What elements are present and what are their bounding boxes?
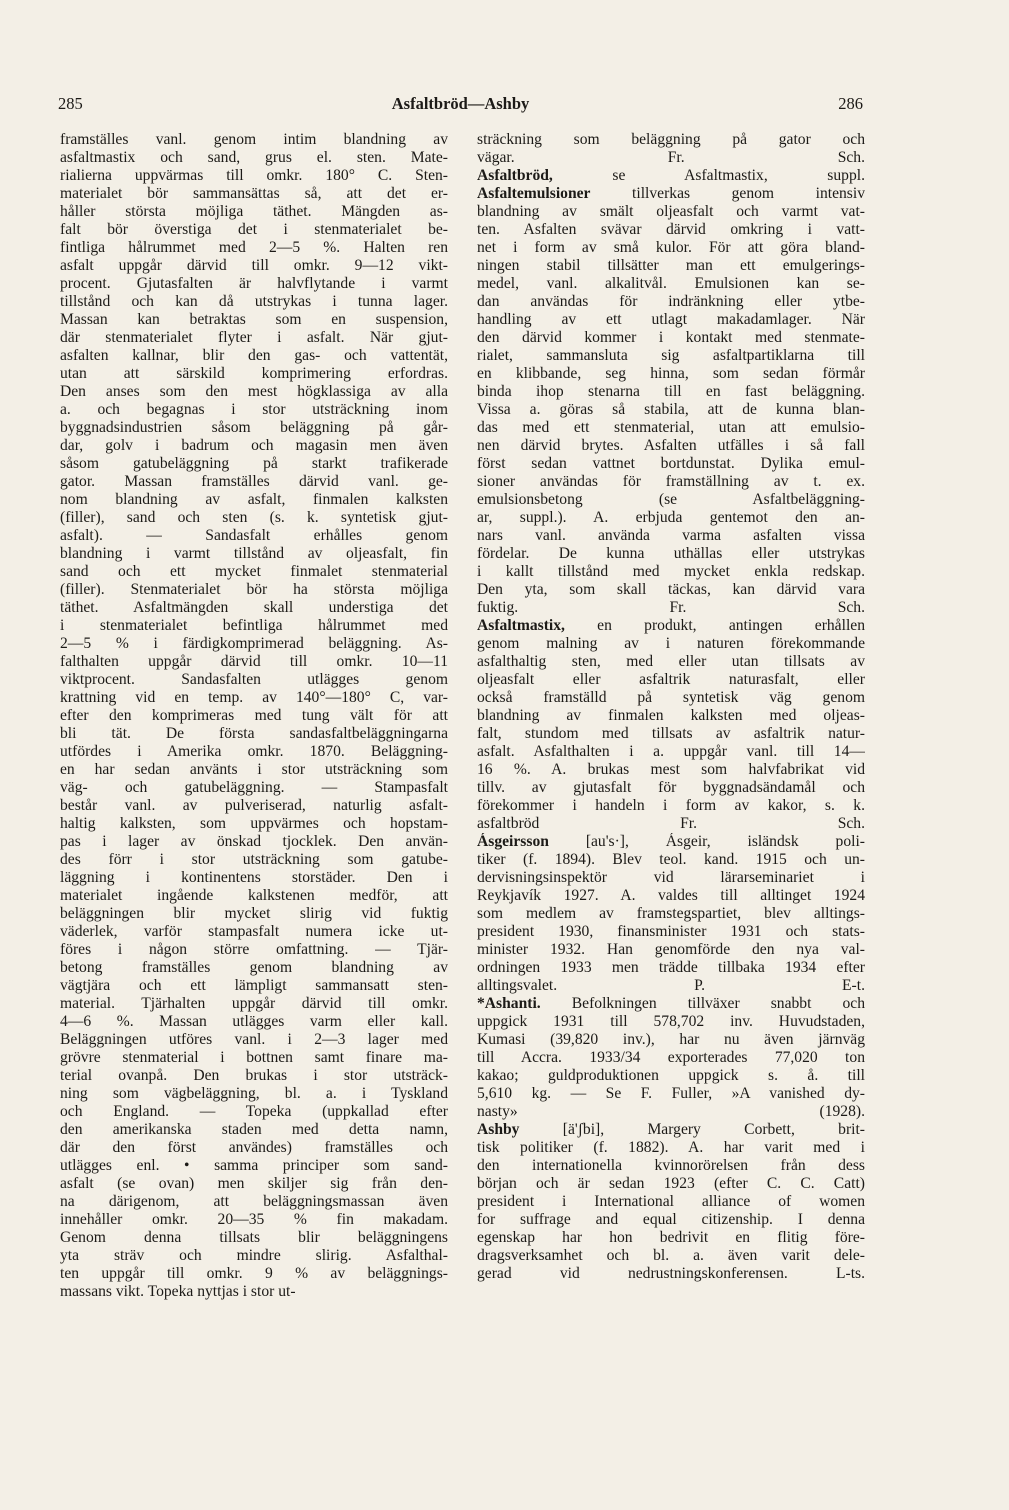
text-line: des förr i stor utsträckning som gatube-	[60, 851, 448, 868]
text-line: tisk politiker (f. 1882). A. har varit med i	[477, 1139, 865, 1156]
text-line: viktprocent. Sandasfalten utlägges genom	[60, 671, 448, 688]
text-line: håller största möjliga täthet. Mängden as-	[60, 203, 448, 220]
text-line: fuktig. Fr. Sch.	[477, 599, 865, 616]
text-line: ten. Asfalten svävar därvid omkring i vatt-	[477, 221, 865, 238]
text-line: först sedan vattnet bortdunstat. Dylika emul-	[477, 455, 865, 472]
text-line: väderlek, varför stampasfalt numera icke ut-	[60, 923, 448, 940]
text-line: täthet. Asfaltmängden skall understiga det	[60, 599, 448, 616]
left-column	[60, 131, 448, 1301]
text-line: efter den komprimeras med tung vält för att	[60, 707, 448, 724]
text-line: läggning i kontinentens storstäder. Den i	[60, 869, 448, 886]
text-line: asfaltmastix och sand, grus el. sten. Mate-	[60, 149, 448, 166]
text-line: Ashby [ä'ʃbi], Margery Corbett, brit-	[477, 1121, 865, 1138]
text-line: den amerikanska staden med detta namn,	[60, 1121, 448, 1138]
text-line: asfalt). — Sandasfalt erhålles genom	[60, 527, 448, 544]
text-line: uppgick 1931 till 578,702 inv. Huvudstaden,	[477, 1013, 865, 1030]
text-line: såsom gatubeläggning på starkt trafikerade	[60, 455, 448, 472]
text-line: falt, stundom med tillsats av asfaltrik natur-	[477, 725, 865, 742]
text-line: föres i någon större omfattning. — Tjär-	[60, 941, 448, 958]
text-line: blandning i varmt tillstånd av oljeasfalt, fin	[60, 545, 448, 562]
text-line: binda ihop stenarna till en fast beläggning.	[477, 383, 865, 400]
text-line: ning som vägbeläggning, bl. a. i Tyskland	[60, 1085, 448, 1102]
text-line: emulsionsbetong (se Asfaltbeläggning-	[477, 491, 865, 508]
text-line: medel, vanl. alkalitvål. Emulsionen kan se-	[477, 275, 865, 292]
text-line: alltingsvalet. P. E-t.	[477, 977, 865, 994]
text-line: utan att särskild komprimering erfordras.	[60, 365, 448, 382]
text-line: i stenmaterialet befintliga hålrummet med	[60, 617, 448, 634]
text-line: asfalt uppgår därvid till omkr. 9—12 vikt-	[60, 257, 448, 274]
text-line: genom malning av i naturen förekommande	[477, 635, 865, 652]
text-line: betong framställes genom blandning av	[60, 959, 448, 976]
text-line: Beläggningen utföres vanl. i 2—3 lager med	[60, 1031, 448, 1048]
text-line: 5,610 kg. — Se F. Fuller, »A vanished dy-	[477, 1085, 865, 1102]
text-line: dervisningsinspektör vid lärarseminariet i	[477, 869, 865, 886]
text-line: na därigenom, att beläggningsmassan även	[60, 1193, 448, 1210]
text-line: krattning vid en temp. av 140°—180° C, var-	[60, 689, 448, 706]
text-line: beläggningen blir mycket slirig vid fuktig	[60, 905, 448, 922]
text-line: Kumasi (39,820 inv.), har nu även järnväg	[477, 1031, 865, 1048]
text-line: president i International alliance of women	[477, 1193, 865, 1210]
text-line: falthalten uppgår därvid till omkr. 10—11	[60, 653, 448, 670]
text-line: Ásgeirsson [au's·], Ásgeir, isländsk poli-	[477, 833, 865, 850]
text-line: asfalten kallnar, blir den gas- och vattentät,	[60, 347, 448, 364]
text-line: ordningen 1933 men trädde tillbaka 1934 efter	[477, 959, 865, 976]
text-line: yta sträv och mindre slirig. Asfalthal-	[60, 1247, 448, 1264]
text-line: fördelar. De kunna uthällas eller utstrykas	[477, 545, 865, 562]
text-line: nen därvid brytes. Asfalten utfälles i så fall	[477, 437, 865, 454]
text-line: 16 %. A. brukas mest som halvfabrikat vid	[477, 761, 865, 778]
page-header	[58, 94, 863, 118]
text-line: utfördes i Amerika omkr. 1870. Beläggning-	[60, 743, 448, 760]
text-line: massans vikt. Topeka nyttjas i stor ut-	[60, 1283, 296, 1300]
text-line: och England. — Topeka (uppkallad efter	[60, 1103, 448, 1120]
text-line: där den först användes) framställes och	[60, 1139, 448, 1156]
text-line: sioner användas för framställning av t. ex.	[477, 473, 865, 490]
text-line: utlägges enl. • samma principer som sand-	[60, 1157, 448, 1174]
text-line: början och är sedan 1923 (efter C. C. Catt)	[477, 1175, 865, 1192]
text-line: dar, golv i badrum och magasin men även	[60, 437, 448, 454]
text-line: dragsverksamhet och bl. a. även varit dele-	[477, 1247, 865, 1264]
text-line: kakao; guldproduktionen uppgick s. å. till	[477, 1067, 865, 1084]
text-line: sand och ett mycket finmalet stenmaterial	[60, 563, 448, 580]
text-line: Asfaltmastix, en produkt, antingen erhållen	[477, 617, 865, 634]
text-line: gator. Massan framställes därvid vanl. ge-	[60, 473, 448, 490]
page-number-left: 285	[58, 94, 83, 113]
text-line: dan användas för indränkning eller ytbe-	[477, 293, 865, 310]
text-line: i kallt tillstånd med mycket enkla redskap.	[477, 563, 865, 580]
text-line: Massan kan betraktas som en suspension,	[60, 311, 448, 328]
text-line: blandning av finmalen kalksten med oljeas-	[477, 707, 865, 724]
text-line: asfaltbröd Fr. Sch.	[477, 815, 865, 832]
text-line: sträckning som beläggning på gator och	[477, 131, 865, 148]
text-line: byggnadsindustrien såsom beläggning på går-	[60, 419, 448, 436]
text-line: egenskap har hon bedrivit en flitig före-	[477, 1229, 865, 1246]
text-line: tiker (f. 1894). Blev teol. kand. 1915 och un-	[477, 851, 865, 868]
text-line: där stenmaterialet flyter i asfalt. När gjut-	[60, 329, 448, 346]
text-line: Genom denna tillsats blir beläggningens	[60, 1229, 448, 1246]
text-line: innehåller omkr. 20—35 % fin makadam.	[60, 1211, 448, 1228]
text-line: Reykjavík 1927. A. valdes till alltinget 1924	[477, 887, 865, 904]
text-line: oljeasfalt eller asfaltrik naturasfalt, eller	[477, 671, 865, 688]
text-line: asfalt (se ovan) men skiljer sig från den-	[60, 1175, 448, 1192]
text-line: ar, suppl.). A. erbjuda gentemot den an-	[477, 509, 865, 526]
text-line: fintliga hålrummet med 2—5 %. Halten ren	[60, 239, 448, 256]
text-line: for suffrage and equal citizenship. I denna	[477, 1211, 865, 1228]
text-line: asfalthaltig sten, med eller utan tillsats av	[477, 653, 865, 670]
text-line: också framställd på syntetisk väg genom	[477, 689, 865, 706]
text-line: Asfaltbröd, se Asfaltmastix, suppl.	[477, 167, 865, 184]
text-line: gerad vid nedrustningskonferensen. L-ts.	[477, 1265, 865, 1282]
text-line: das med ett stenmaterial, utan att emulsio-	[477, 419, 865, 436]
right-column	[477, 131, 865, 1283]
text-line: rialierna uppvärmas till omkr. 180° C. Sten-	[60, 167, 448, 184]
text-line: (filler). Stenmaterialet bör ha största möjliga	[60, 581, 448, 598]
text-line: 4—6 %. Massan utlägges varm eller kall.	[60, 1013, 448, 1030]
text-line: nom blandning av asfalt, finmalen kalksten	[60, 491, 448, 508]
text-line: vägar. Fr. Sch.	[477, 149, 865, 166]
text-line: vägtjära och ett lämpligt sammansatt sten-	[60, 977, 448, 994]
text-line: tillv. av gjutasfalt för byggnadsändamål och	[477, 779, 865, 796]
text-line: den därvid kommer i kontakt med stenmate-	[477, 329, 865, 346]
text-line: terial ovanpå. Den brukas i stor utsträck-	[60, 1067, 448, 1084]
text-line: nasty» (1928).	[477, 1103, 865, 1120]
text-line: en har sedan använts i stor utsträckning som	[60, 761, 448, 778]
text-line: förekommer i handeln i form av kakor, s. k.	[477, 797, 865, 814]
text-line: haltig kalksten, som uppvärmes och hopstam-	[60, 815, 448, 832]
text-line: grövre stenmaterial i bottnen samt finare ma-	[60, 1049, 448, 1066]
text-line: falt bör överstiga det i stenmaterialet be-	[60, 221, 448, 238]
text-line: Vissa a. göras så stabila, att de kunna blan-	[477, 401, 865, 418]
text-line: a. och begagnas i stor utsträckning inom	[60, 401, 448, 418]
text-line: bli tät. De första sandasfaltbeläggningarna	[60, 725, 448, 742]
text-line: Den yta, som skall täckas, kan därvid vara	[477, 581, 865, 598]
text-line: tillstånd och kan då utstrykas i tunna lager.	[60, 293, 448, 310]
text-line: rialet, sammansluta sig asfaltpartiklarna till	[477, 347, 865, 364]
text-line: Asfaltemulsioner tillverkas genom intensiv	[477, 185, 865, 202]
text-line: president 1930, finansminister 1931 och stats-	[477, 923, 865, 940]
text-line: Den anses som den mest högklassiga av alla	[60, 383, 448, 400]
text-line: net i form av små kulor. För att göra bland-	[477, 239, 865, 256]
text-line: ningen stabil tillsätter man ett emulgerings-	[477, 257, 865, 274]
text-line: väg- och gatubeläggning. — Stampasfalt	[60, 779, 448, 796]
text-line: till Accra. 1933/34 exporterades 77,020 ton	[477, 1049, 865, 1066]
text-line: ten uppgår till omkr. 9 % av beläggnings-	[60, 1265, 448, 1282]
text-line: *Ashanti. Befolkningen tillväxer snabbt och	[477, 995, 865, 1012]
text-line: materialet bör sammansättas så, att det er-	[60, 185, 448, 202]
page-number-right: 286	[838, 94, 863, 113]
text-line: pas i lager av önskad tjocklek. Den använ-	[60, 833, 448, 850]
text-line: materialet ingående kalkstenen medför, att	[60, 887, 448, 904]
text-line: blandning av smält oljeasfalt och varmt vat-	[477, 203, 865, 220]
text-line: procent. Gjutasfalten är halvflytande i varmt	[60, 275, 448, 292]
text-line: minister 1932. Han genomförde den nya val-	[477, 941, 865, 958]
text-line: (filler), sand och sten (s. k. syntetisk gjut-	[60, 509, 448, 526]
text-line: 2—5 % i färdigkomprimerad beläggning. As-	[60, 635, 448, 652]
text-line: framställes vanl. genom intim blandning av	[60, 131, 448, 148]
text-line: material. Tjärhalten uppgår därvid till omkr.	[60, 995, 448, 1012]
text-line: som medlem av framstegspartiet, blev alltings-	[477, 905, 865, 922]
text-line: handling av ett utlagt makadamlager. När	[477, 311, 865, 328]
text-line: en klibbande, seg hinna, som sedan förmår	[477, 365, 865, 382]
running-title: Asfaltbröd—Ashby	[391, 94, 530, 113]
text-line: består vanl. av pulveriserad, naturlig asfalt-	[60, 797, 448, 814]
text-line: nars vanl. använda varma asfalten vissa	[477, 527, 865, 544]
text-line: den internationella kvinnorörelsen från dess	[477, 1157, 865, 1174]
text-line: asfalt. Asfalthalten i a. uppgår vanl. till 14—	[477, 743, 865, 760]
